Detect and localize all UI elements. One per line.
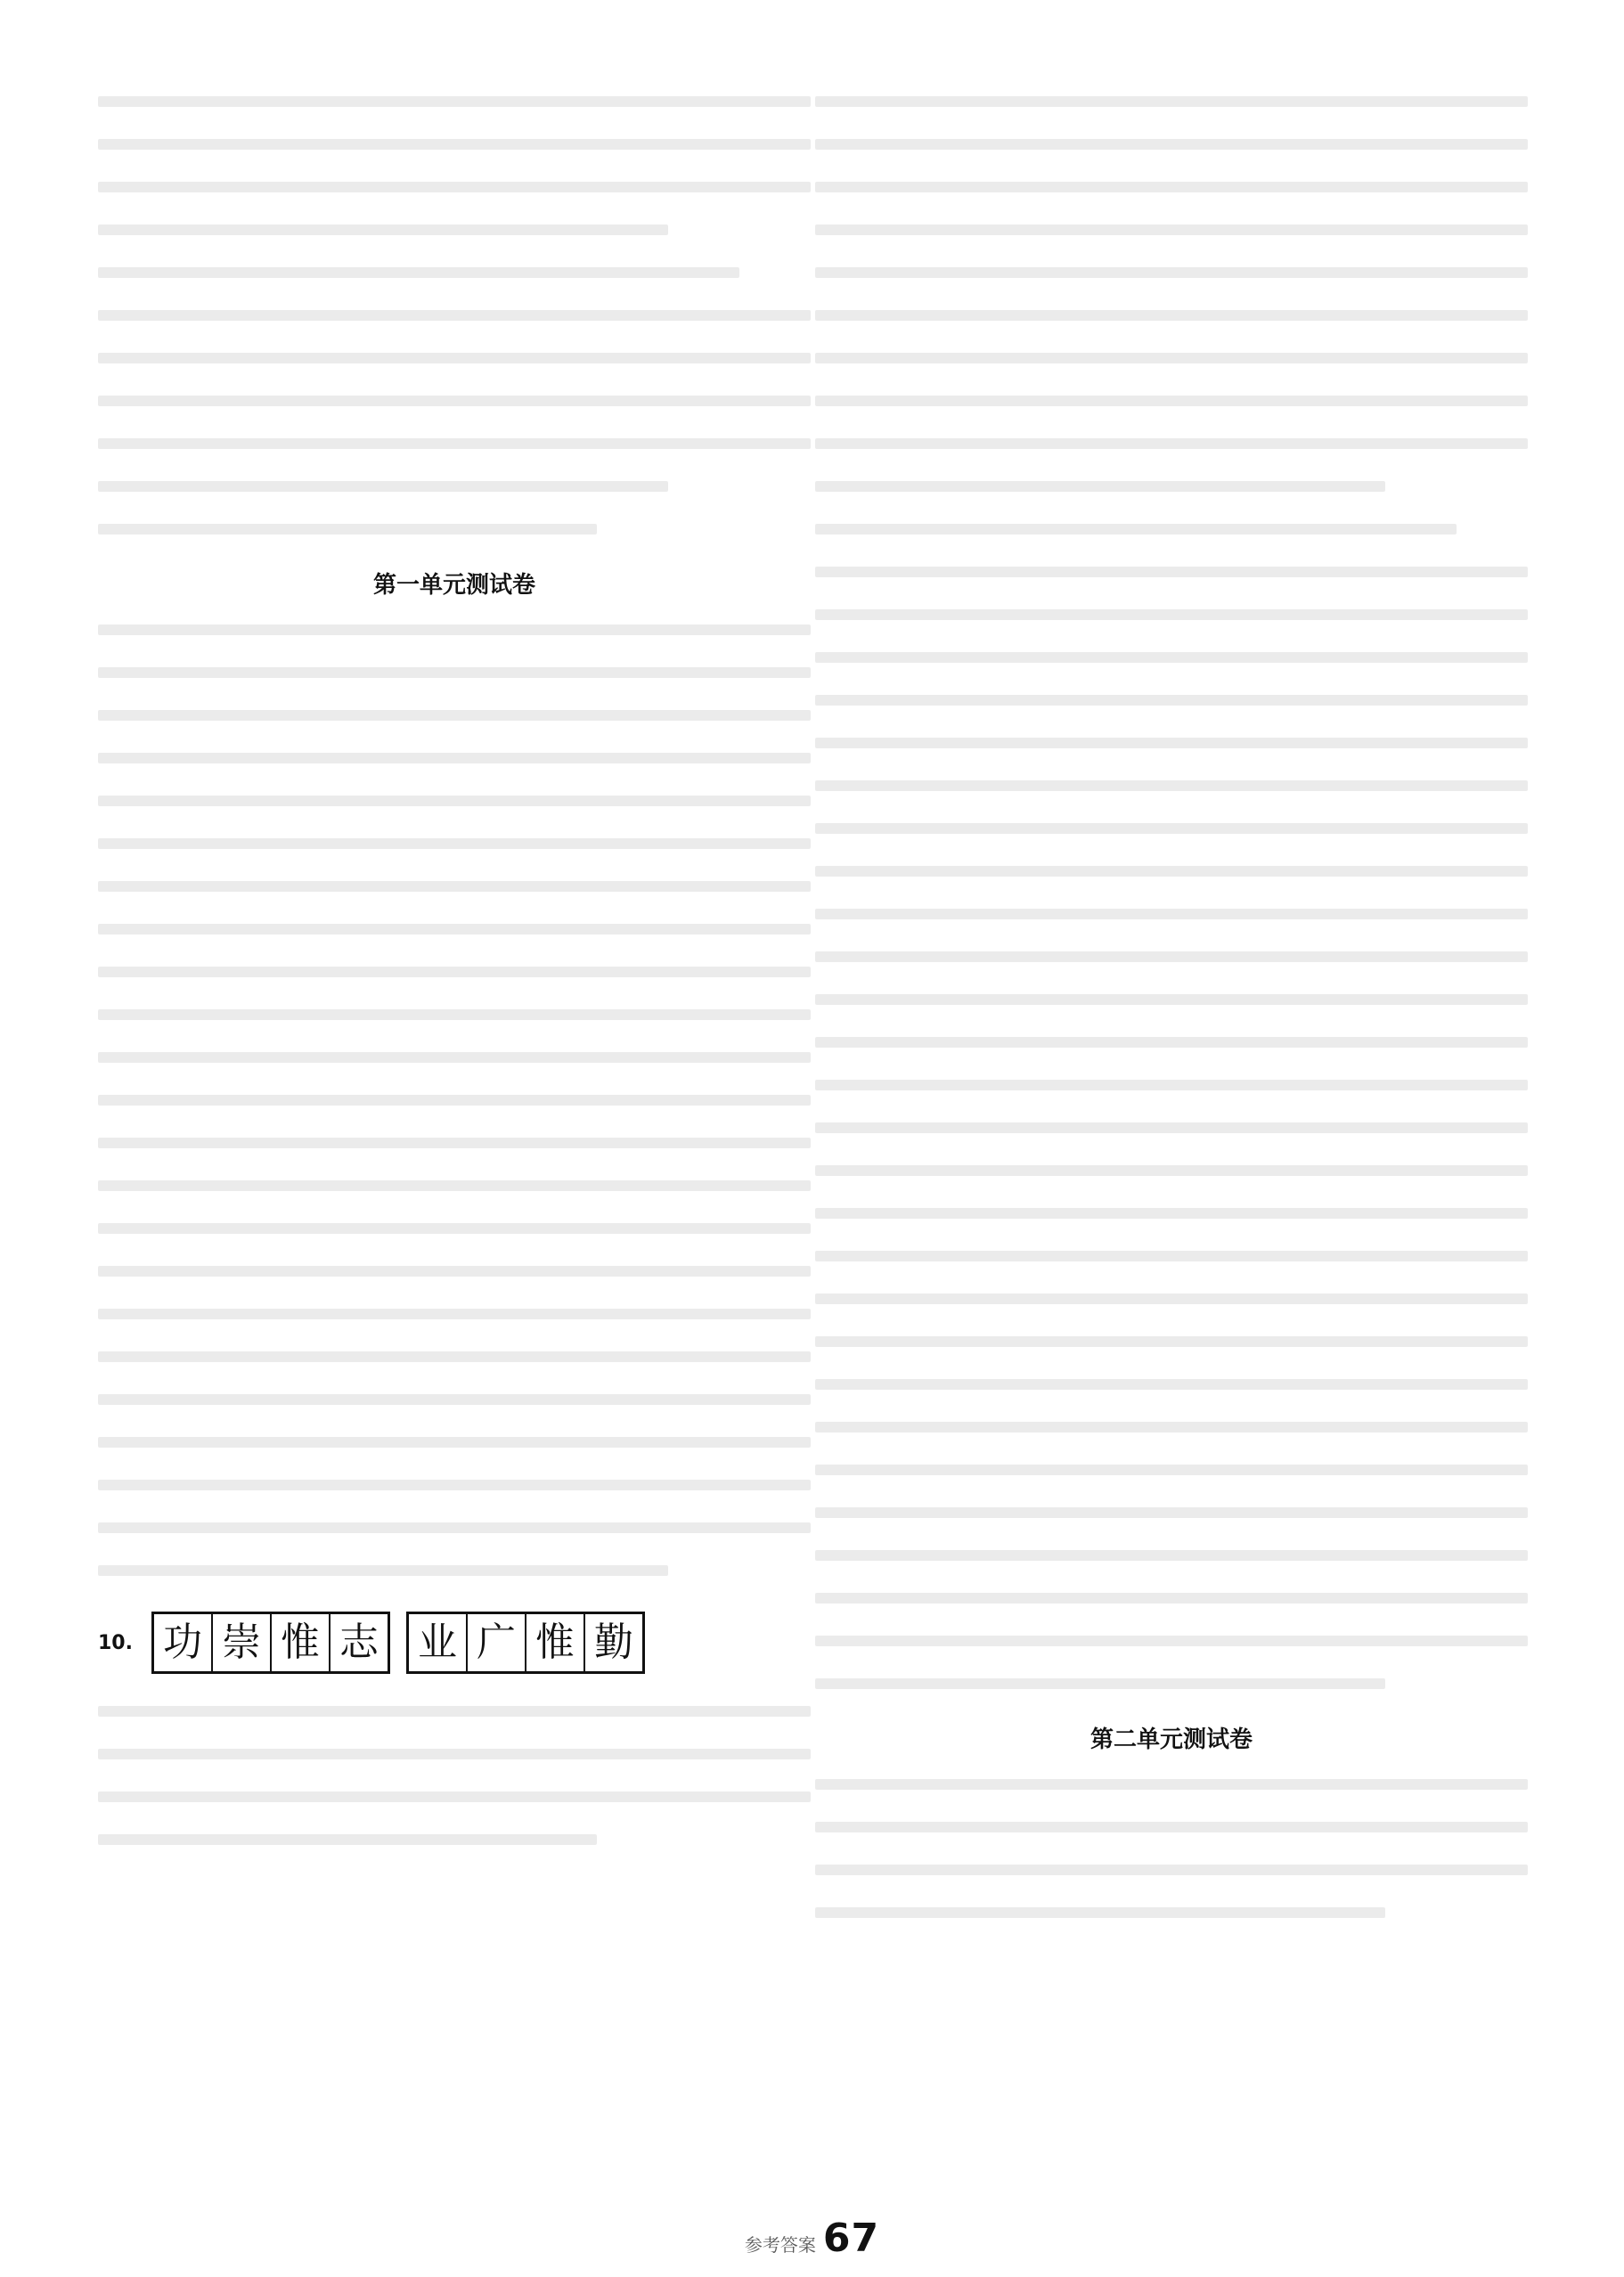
unreadable-line [815, 1763, 1528, 1806]
unreadable-line [815, 1534, 1528, 1577]
unreadable-line [98, 294, 811, 337]
unreadable-line [98, 993, 811, 1036]
unreadable-line [98, 251, 811, 294]
unreadable-line [815, 1449, 1528, 1491]
unreadable-line [98, 123, 811, 166]
unreadable-line [815, 208, 1528, 251]
unreadable-line [98, 1464, 811, 1506]
unreadable-line [98, 1733, 811, 1775]
unreadable-line [815, 1849, 1528, 1891]
unreadable-line [815, 764, 1528, 807]
unreadable-line [815, 380, 1528, 422]
unreadable-line [815, 1235, 1528, 1277]
q10-label: 10. [98, 1631, 133, 1654]
unreadable-line [98, 608, 811, 651]
q10-char: 广 [468, 1614, 526, 1671]
unreadable-line [98, 422, 811, 465]
unreadable-line [815, 1406, 1528, 1449]
unreadable-line [815, 251, 1528, 294]
unreadable-line [98, 1378, 811, 1421]
unreadable-line [815, 1320, 1528, 1363]
q10-box-group-2 [406, 1612, 645, 1674]
unreadable-line [815, 1891, 1528, 1934]
page-footer [0, 2216, 1624, 2261]
unreadable-line [98, 1335, 811, 1378]
q10-char: 崇 [213, 1614, 272, 1671]
q10-handwriting [98, 1612, 811, 1674]
unreadable-line [98, 465, 811, 508]
unreadable-line [98, 1506, 811, 1549]
unreadable-line [98, 508, 811, 551]
unreadable-line [98, 1207, 811, 1250]
unreadable-line [815, 422, 1528, 465]
unreadable-line [815, 1577, 1528, 1620]
unreadable-line [98, 651, 811, 694]
unreadable-line [815, 593, 1528, 636]
unreadable-line [815, 807, 1528, 850]
unreadable-line [98, 694, 811, 737]
unreadable-line [98, 951, 811, 993]
unreadable-line [98, 737, 811, 779]
q10-box-group-1 [151, 1612, 390, 1674]
unreadable-line [815, 294, 1528, 337]
unreadable-line [98, 822, 811, 865]
q10-char: 勤 [594, 1620, 633, 1665]
q10-char: 惟 [526, 1614, 585, 1671]
unreadable-line [815, 1106, 1528, 1149]
unreadable-line [815, 1620, 1528, 1662]
unreadable-line [98, 1164, 811, 1207]
unreadable-line [98, 80, 811, 123]
unreadable-line [98, 380, 811, 422]
unreadable-line [98, 1775, 811, 1818]
unit2-title: 第二单元测试卷 [1089, 1726, 1253, 1753]
unreadable-line [98, 1293, 811, 1335]
unreadable-line [98, 1079, 811, 1122]
unreadable-line [815, 1363, 1528, 1406]
unreadable-line [815, 850, 1528, 893]
unreadable-line [815, 679, 1528, 722]
unreadable-line [815, 1806, 1528, 1849]
unreadable-line [815, 551, 1528, 593]
unreadable-line [98, 1549, 811, 1592]
unreadable-line [98, 1690, 811, 1733]
unreadable-line [815, 978, 1528, 1021]
unreadable-line [815, 636, 1528, 679]
unreadable-line [98, 1250, 811, 1293]
unreadable-line [815, 1662, 1528, 1705]
unreadable-line [98, 1421, 811, 1464]
unreadable-line [815, 722, 1528, 764]
unreadable-line [98, 1818, 811, 1861]
unreadable-line [98, 908, 811, 951]
footer-label: 参考答案 [744, 2234, 816, 2256]
unreadable-line [815, 80, 1528, 123]
unreadable-line [815, 1277, 1528, 1320]
unit1-title: 第一单元测试卷 [372, 572, 535, 599]
unreadable-line [98, 1122, 811, 1164]
page-number: 67 [822, 2216, 880, 2261]
q10-char: 业 [409, 1614, 468, 1671]
unreadable-line [98, 166, 811, 208]
unreadable-line [815, 508, 1528, 551]
unreadable-line [815, 123, 1528, 166]
unreadable-line [98, 337, 811, 380]
unreadable-line [815, 465, 1528, 508]
q10-char: 志 [339, 1620, 379, 1665]
unreadable-line [815, 935, 1528, 978]
unreadable-line [815, 1192, 1528, 1235]
unreadable-line [815, 1149, 1528, 1192]
unreadable-line [815, 166, 1528, 208]
unreadable-line [98, 779, 811, 822]
unreadable-line [815, 1021, 1528, 1064]
unreadable-line [815, 893, 1528, 935]
unreadable-line [815, 1491, 1528, 1534]
left-column [98, 80, 811, 2200]
unreadable-line [98, 865, 811, 908]
unreadable-line [815, 1064, 1528, 1106]
q10-char: 惟 [272, 1614, 331, 1671]
unreadable-line [98, 208, 811, 251]
unreadable-line [98, 1036, 811, 1079]
q10-char: 功 [154, 1614, 213, 1671]
unreadable-line [815, 337, 1528, 380]
right-column [815, 80, 1528, 2200]
